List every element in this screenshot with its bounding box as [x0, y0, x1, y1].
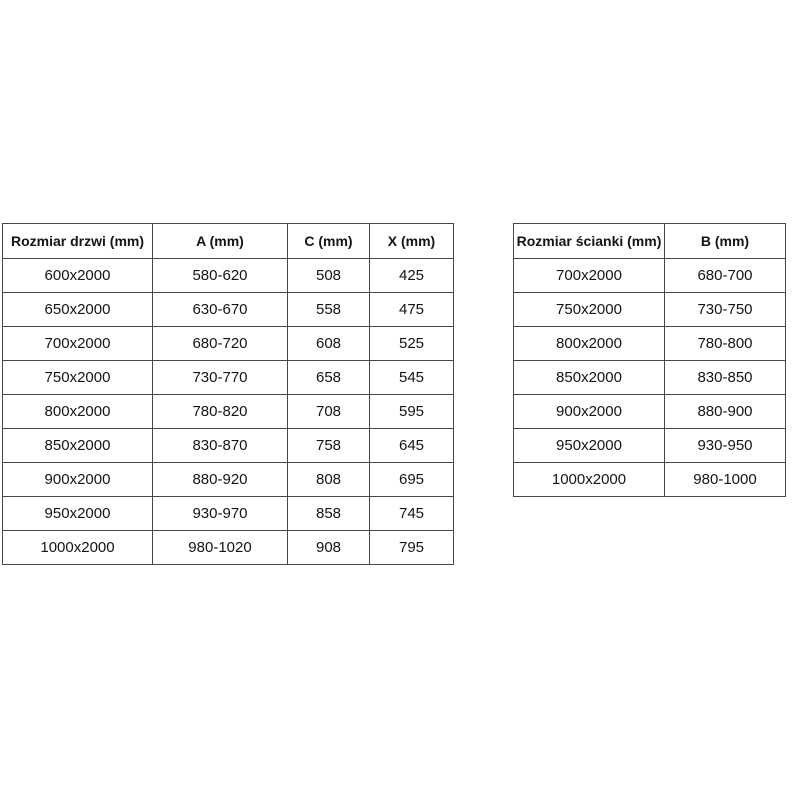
table-cell: 645 [370, 429, 454, 463]
table-row [3, 361, 454, 395]
column-header: B (mm) [665, 224, 786, 259]
door-size-table [2, 223, 454, 565]
table-row [3, 463, 454, 497]
table-row [514, 293, 786, 327]
table-cell: 795 [370, 531, 454, 565]
column-header: Rozmiar drzwi (mm) [3, 224, 153, 259]
table-cell: 545 [370, 361, 454, 395]
table-cell: 980-1000 [665, 463, 786, 497]
table-cell: 950x2000 [3, 497, 153, 531]
table-cell: 750x2000 [3, 361, 153, 395]
table-row [514, 327, 786, 361]
table-cell: 425 [370, 259, 454, 293]
table-cell: 595 [370, 395, 454, 429]
table-row [514, 429, 786, 463]
table-cell: 695 [370, 463, 454, 497]
table-cell: 680-700 [665, 259, 786, 293]
table-cell: 1000x2000 [514, 463, 665, 497]
table-row [3, 497, 454, 531]
table-cell: 780-820 [153, 395, 288, 429]
table-cell: 745 [370, 497, 454, 531]
table-cell: 780-800 [665, 327, 786, 361]
column-header: A (mm) [153, 224, 288, 259]
header-row [3, 224, 454, 259]
column-header: C (mm) [288, 224, 370, 259]
table-cell: 800x2000 [514, 327, 665, 361]
table-cell: 850x2000 [514, 361, 665, 395]
table-cell: 800x2000 [3, 395, 153, 429]
table-cell: 950x2000 [514, 429, 665, 463]
table-row [3, 429, 454, 463]
table-cell: 600x2000 [3, 259, 153, 293]
table-cell: 758 [288, 429, 370, 463]
table-row [3, 259, 454, 293]
table-cell: 858 [288, 497, 370, 531]
table-row [514, 395, 786, 429]
header-row [514, 224, 786, 259]
table-row [514, 463, 786, 497]
table-cell: 808 [288, 463, 370, 497]
table-cell: 1000x2000 [3, 531, 153, 565]
table-row [3, 327, 454, 361]
table-row [3, 531, 454, 565]
table-cell: 525 [370, 327, 454, 361]
table-cell: 630-670 [153, 293, 288, 327]
table-cell: 700x2000 [3, 327, 153, 361]
table-row [514, 259, 786, 293]
column-header: Rozmiar ścianki (mm) [514, 224, 665, 259]
table-cell: 700x2000 [514, 259, 665, 293]
table-cell: 658 [288, 361, 370, 395]
table-cell: 608 [288, 327, 370, 361]
table-cell: 850x2000 [3, 429, 153, 463]
table-cell: 708 [288, 395, 370, 429]
table-cell: 730-770 [153, 361, 288, 395]
table-cell: 558 [288, 293, 370, 327]
table-cell: 930-970 [153, 497, 288, 531]
table-row [514, 361, 786, 395]
table-cell: 650x2000 [3, 293, 153, 327]
table-cell: 930-950 [665, 429, 786, 463]
table-cell: 830-850 [665, 361, 786, 395]
table-cell: 580-620 [153, 259, 288, 293]
table-cell: 830-870 [153, 429, 288, 463]
table-row [3, 293, 454, 327]
column-header: X (mm) [370, 224, 454, 259]
table-cell: 880-900 [665, 395, 786, 429]
table-cell: 900x2000 [3, 463, 153, 497]
table-cell: 475 [370, 293, 454, 327]
table-cell: 680-720 [153, 327, 288, 361]
table-cell: 508 [288, 259, 370, 293]
table-cell: 900x2000 [514, 395, 665, 429]
table-row [3, 395, 454, 429]
table-cell: 908 [288, 531, 370, 565]
wall-size-table [513, 223, 786, 497]
table-cell: 980-1020 [153, 531, 288, 565]
table-cell: 880-920 [153, 463, 288, 497]
table-cell: 730-750 [665, 293, 786, 327]
table-cell: 750x2000 [514, 293, 665, 327]
